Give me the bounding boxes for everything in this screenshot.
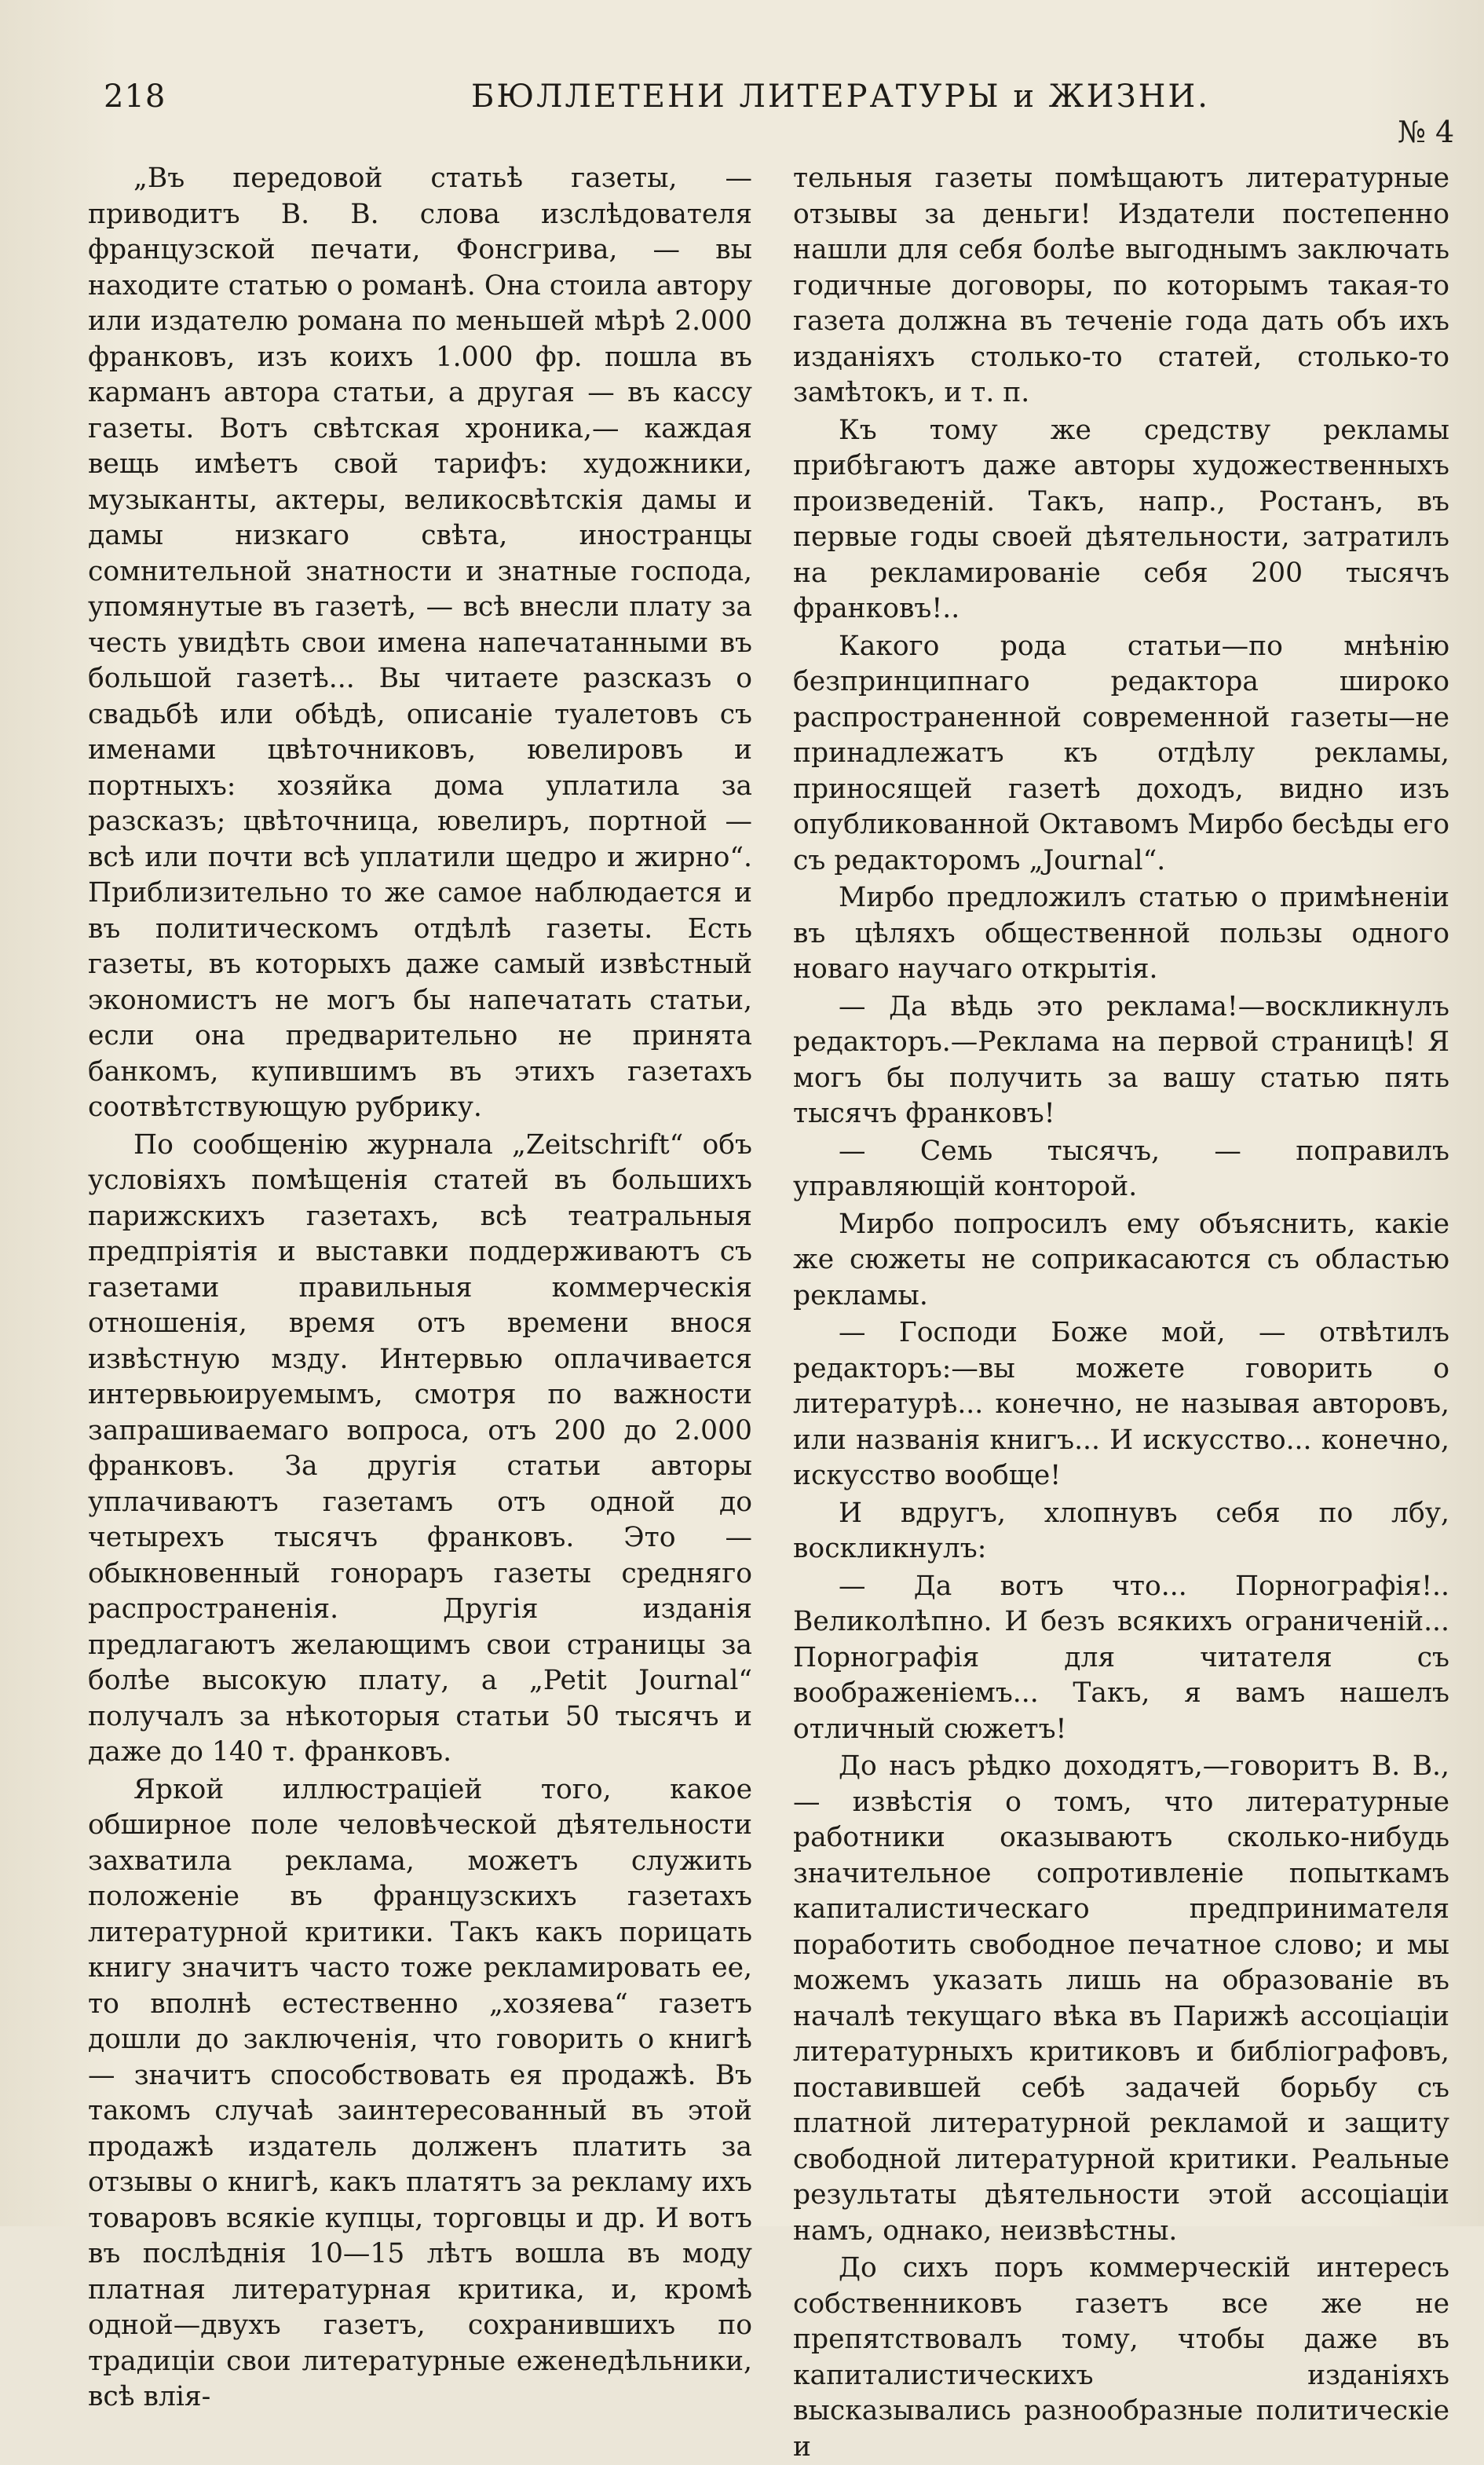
paragraph: И вдругъ, хлопнувъ себя по лбу, воскликнулъ: (793, 1497, 1449, 1564)
paragraph: Какого рода статьи—по мнѣнію безпринципнаго редактора широко распространенной современной газеты—не принадлежатъ къ отдѣлу рекламы, приносящей газетѣ доходъ, видно изъ опубликованной Октавомъ Мирбо бесѣды его съ редакторомъ „Journal“. (793, 630, 1449, 876)
paragraph: тельныя газеты помѣщаютъ литературные отзывы за деньги! Издатели постепенно нашли для себя болѣе выгоднымъ заключать годичные договоры, по которымъ такая-то газета должна въ теченіе года дать объ ихъ изданіяхъ столько-то статей, столько-то замѣтокъ, и т. п. (793, 163, 1449, 408)
paragraph: — Господи Боже мой, — отвѣтилъ редакторъ:—вы можете говорить о литературѣ... конечно, не называя авторовъ, или названія книгъ... И искусство... конечно, искусство вообще! (793, 1317, 1449, 1491)
paragraph: Къ тому же средству рекламы прибѣгаютъ даже авторы художественныхъ произведеній. Такъ, напр., Ростанъ, въ первые годы своей дѣятельности, затратилъ на рекламированіе себя 200 тысячъ франковъ!.. (793, 414, 1449, 624)
paragraph: — Да вѣдь это реклама!—воскликнулъ редакторъ.—Реклама на первой страницѣ! Я могъ бы получить за вашу статью пять тысячъ франковъ! (793, 990, 1449, 1129)
paragraph: Мирбо предложилъ статью о примѣненіи въ цѣляхъ общественной пользы одного новаго научаго открытія. (793, 882, 1449, 985)
paragraph: „Въ передовой статьѣ газеты, — приводитъ В. В. слова изслѣдователя французской печати, Фонсгрива, — вы находите статью о романѣ. Она стоила автору или издателю романа по меньшей мѣрѣ 2.000 франковъ, изъ коихъ 1.000 фр. пошла въ карманъ автора статьи, а другая — въ кассу газеты. Вотъ свѣтская хроника,— каждая вещь имѣетъ свой тарифъ: художники, музыканты, актеры, великосвѣтскія дамы и дамы низкаго свѣта, иностранцы сомнительной знатности и знатные господа, упомянутые въ газетѣ, — всѣ внесли плату за честь увидѣть свои имена напечатанными въ большой газетѣ... Вы читаете разсказъ о свадьбѣ или обѣдѣ, описаніе туалетовъ съ именами цвѣточниковъ, ювелировъ и портныхъ: хозяйка дома уплатила за разсказъ; цвѣточница, ювелиръ, портной — всѣ или почти всѣ уплатили щедро и жирно“. Приблизительно то же самое наблюдается и въ политическомъ отдѣлѣ газеты. Есть газеты, въ которыхъ даже самый извѣстный экономистъ не могъ бы напечатать статьи, если она предварительно не принята банкомъ, купившимъ въ этихъ газетахъ соотвѣтствующую рубрику. (88, 163, 752, 1123)
paragraph: — Да вотъ что... Порнографія!.. Великолѣпно. И безъ всякихъ ограниченій... Порнографія для читателя съ воображеніемъ... Такъ, я вамъ нашелъ отличный сюжетъ! (793, 1570, 1449, 1745)
right-column (793, 161, 1449, 2465)
paragraph: До насъ рѣдко доходятъ,—говоритъ В. В.,— извѣстія о томъ, что литературные работники оказываютъ сколько-нибудь значительное сопротивленіе попыткамъ капиталистическаго предпринимателя поработить свободное печатное слово; и мы можемъ указать лишь на образованіе въ началѣ текущаго вѣка въ Парижѣ ассоціаціи литературныхъ критиковъ и библіографовъ, поставившей себѣ задачей борьбу съ платной литературной рекламой и защиту свободной литературной критики. Реальные результаты дѣятельности этой ассоціаціи намъ, однако, неизвѣстны. (793, 1750, 1449, 2247)
running-head: БЮЛЛЕТЕНИ ЛИТЕРАТУРЫ и ЖИЗНИ. (471, 79, 1210, 115)
paragraph: — Семь тысячъ, — поправилъ управляющій конторой. (793, 1135, 1449, 1202)
paragraph: До сихъ поръ коммерческій интересъ собственниковъ газетъ все же не препятствовалъ тому, чтобы даже въ капиталистическихъ изданіяхъ высказывались разнообразные политическіе и (793, 2252, 1449, 2463)
paragraph: По сообщенію журнала „Zeitschrift“ объ условіяхъ помѣщенія статей въ большихъ парижскихъ газетахъ, всѣ театральныя предпріятія и выставки поддерживаютъ съ газетами правильныя коммерческія отношенія, время отъ времени внося извѣстную мзду. Интервью оплачивается интервьюируемымъ, смотря по важности запрашиваемаго вопроса, отъ 200 до 2.000 франковъ. За другія статьи авторы уплачиваютъ газетамъ отъ одной до четырехъ тысячъ франковъ. Это — обыкновенный гонораръ газеты средняго распространенія. Другія изданія предлагаютъ желающимъ свои страницы за болѣе высокую плату, а „Petit Journal“ получалъ за нѣкоторыя статьи 50 тысячъ и даже до 140 т. франковъ. (88, 1128, 752, 1768)
page-number: 218 (104, 79, 166, 115)
left-column (88, 161, 752, 2416)
issue-number: № 4 (1398, 115, 1455, 149)
paragraph: Яркой иллюстраціей того, какое обширное поле человѣческой дѣятельности захватила реклама, можетъ служить положеніе въ французскихъ газетахъ литературной критики. Такъ какъ порицать книгу значитъ часто тоже рекламировать ее, то вполнѣ естественно „хозяева“ газетъ дошли до заключенія, что говорить о книгѣ — значитъ способствовать ея продажѣ. Въ такомъ случаѣ заинтересованный въ этой продажѣ издатель долженъ платить за отзывы о книгѣ, какъ платятъ за рекламу ихъ товаровъ всякіе купцы, торговцы и др. И вотъ въ послѣднія 10—15 лѣтъ вошла въ моду платная литературная критика, и, кромѣ одной—двухъ газетъ, сохранившихъ по традиціи свои литературные еженедѣльники, всѣ влія- (88, 1773, 752, 2412)
paragraph: Мирбо попросилъ ему объяснить, какіе же сюжеты не соприкасаются съ областью рекламы. (793, 1208, 1449, 1311)
page-header (0, 0, 1484, 149)
